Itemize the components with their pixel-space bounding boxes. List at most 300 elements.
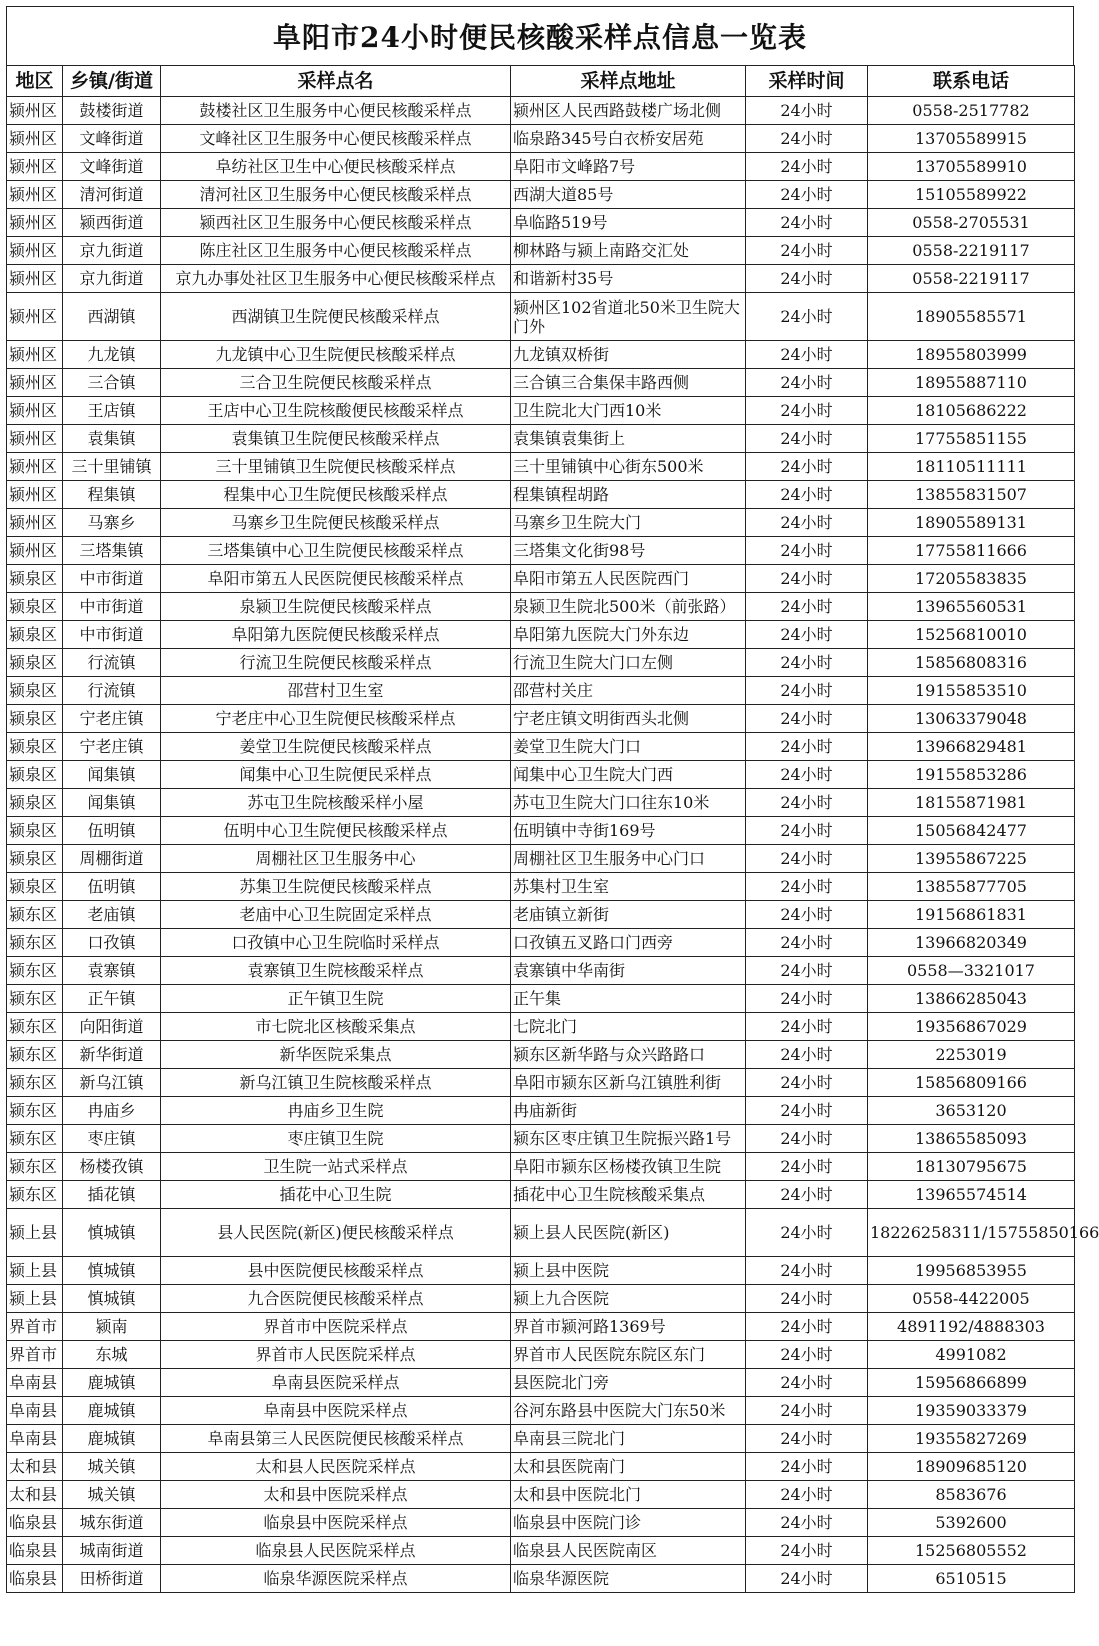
cell-site-name: 马寨乡卫生院便民核酸采样点	[161, 509, 511, 537]
cell-phone: 3653120	[868, 1097, 1075, 1125]
cell-phone: 18110511111	[868, 453, 1075, 481]
cell-address: 苏屯卫生院大门口往东10米	[511, 789, 746, 817]
cell-region: 颍泉区	[7, 873, 63, 901]
cell-address: 谷河东路县中医院大门东50米	[511, 1397, 746, 1425]
table-row	[7, 341, 1075, 369]
cell-time: 24小时	[746, 97, 868, 125]
cell-site-name: 新乌江镇卫生院核酸采样点	[161, 1069, 511, 1097]
cell-region: 太和县	[7, 1453, 63, 1481]
cell-time: 24小时	[746, 761, 868, 789]
cell-town: 老庙镇	[63, 901, 161, 929]
cell-address: 袁集镇袁集街上	[511, 425, 746, 453]
cell-region: 临泉县	[7, 1565, 63, 1593]
cell-site-name: 泉颍卫生院便民核酸采样点	[161, 593, 511, 621]
header-time: 采样时间	[746, 66, 868, 97]
cell-region: 颍泉区	[7, 789, 63, 817]
cell-region: 颍东区	[7, 985, 63, 1013]
cell-phone: 0558-2705531	[868, 209, 1075, 237]
table-row	[7, 125, 1075, 153]
cell-time: 24小时	[746, 1565, 868, 1593]
cell-address: 太和县中医院北门	[511, 1481, 746, 1509]
cell-address: 阜临路519号	[511, 209, 746, 237]
table-row	[7, 237, 1075, 265]
table-row	[7, 985, 1075, 1013]
cell-address: 泉颍卫生院北500米（前张路）	[511, 593, 746, 621]
table-row	[7, 1097, 1075, 1125]
cell-time: 24小时	[746, 341, 868, 369]
cell-time: 24小时	[746, 593, 868, 621]
cell-phone: 13966820349	[868, 929, 1075, 957]
cell-phone: 19956853955	[868, 1257, 1075, 1285]
cell-site-name: 阜阳第九医院便民核酸采样点	[161, 621, 511, 649]
cell-site-name: 宁老庄中心卫生院便民核酸采样点	[161, 705, 511, 733]
cell-phone: 13855831507	[868, 481, 1075, 509]
cell-address: 口孜镇五叉路口门西旁	[511, 929, 746, 957]
table-row	[7, 453, 1075, 481]
table-row	[7, 705, 1075, 733]
cell-site-name: 王店中心卫生院核酸便民核酸采样点	[161, 397, 511, 425]
cell-region: 颍泉区	[7, 817, 63, 845]
cell-phone: 2253019	[868, 1041, 1075, 1069]
cell-region: 颍上县	[7, 1285, 63, 1313]
cell-address: 颍州区人民西路鼓楼广场北侧	[511, 97, 746, 125]
cell-phone: 8583676	[868, 1481, 1075, 1509]
cell-site-name: 临泉县人民医院采样点	[161, 1537, 511, 1565]
cell-phone: 18155871981	[868, 789, 1075, 817]
table-row	[7, 817, 1075, 845]
cell-site-name: 三塔集镇中心卫生院便民核酸采样点	[161, 537, 511, 565]
cell-site-name: 临泉县中医院采样点	[161, 1509, 511, 1537]
cell-site-name: 太和县人民医院采样点	[161, 1453, 511, 1481]
cell-region: 颍东区	[7, 1181, 63, 1209]
cell-time: 24小时	[746, 1181, 868, 1209]
cell-time: 24小时	[746, 1257, 868, 1285]
table-body	[7, 97, 1099, 1593]
cell-region: 颍州区	[7, 237, 63, 265]
cell-address: 阜阳市文峰路7号	[511, 153, 746, 181]
cell-time: 24小时	[746, 509, 868, 537]
table-row	[7, 1341, 1075, 1369]
cell-phone: 13866285043	[868, 985, 1075, 1013]
cell-site-name: 冉庙乡卫生院	[161, 1097, 511, 1125]
cell-region: 颍州区	[7, 369, 63, 397]
cell-site-name: 清河社区卫生服务中心便民核酸采样点	[161, 181, 511, 209]
cell-region: 临泉县	[7, 1509, 63, 1537]
cell-time: 24小时	[746, 929, 868, 957]
cell-site-name: 程集中心卫生院便民核酸采样点	[161, 481, 511, 509]
spreadsheet	[6, 6, 1099, 1593]
cell-address: 老庙镇立新街	[511, 901, 746, 929]
cell-region: 阜南县	[7, 1369, 63, 1397]
table-row	[7, 677, 1075, 705]
cell-region: 颍州区	[7, 265, 63, 293]
table-row	[7, 929, 1075, 957]
cell-region: 颍泉区	[7, 649, 63, 677]
cell-time: 24小时	[746, 237, 868, 265]
table-row	[7, 537, 1075, 565]
cell-address: 三十里铺镇中心街东500米	[511, 453, 746, 481]
header-region: 地区	[7, 66, 63, 97]
cell-region: 颍东区	[7, 1041, 63, 1069]
cell-town: 城关镇	[63, 1453, 161, 1481]
cell-address: 县医院北门旁	[511, 1369, 746, 1397]
table-row	[7, 1453, 1075, 1481]
cell-site-name: 县中医院便民核酸采样点	[161, 1257, 511, 1285]
cell-phone: 17755851155	[868, 425, 1075, 453]
table-row	[7, 1397, 1075, 1425]
cell-town: 慎城镇	[63, 1285, 161, 1313]
cell-phone: 13965574514	[868, 1181, 1075, 1209]
cell-town: 闻集镇	[63, 761, 161, 789]
cell-address: 界首市人民医院东院区东门	[511, 1341, 746, 1369]
cell-address: 九龙镇双桥街	[511, 341, 746, 369]
cell-site-name: 县人民医院(新区)便民核酸采样点	[161, 1209, 511, 1257]
cell-phone: 0558—3321017	[868, 957, 1075, 985]
cell-time: 24小时	[746, 1069, 868, 1097]
cell-site-name: 九合医院便民核酸采样点	[161, 1285, 511, 1313]
cell-phone: 15256810010	[868, 621, 1075, 649]
cell-town: 王店镇	[63, 397, 161, 425]
table-row	[7, 1481, 1075, 1509]
cell-site-name: 袁寨镇卫生院核酸采样点	[161, 957, 511, 985]
cell-phone: 5392600	[868, 1509, 1075, 1537]
cell-phone: 19355827269	[868, 1425, 1075, 1453]
cell-town: 田桥街道	[63, 1565, 161, 1593]
table-row	[7, 1153, 1075, 1181]
cell-address: 七院北门	[511, 1013, 746, 1041]
cell-town: 京九街道	[63, 237, 161, 265]
cell-site-name: 阜阳市第五人民医院便民核酸采样点	[161, 565, 511, 593]
cell-region: 颍州区	[7, 509, 63, 537]
cell-town: 行流镇	[63, 649, 161, 677]
cell-phone: 6510515	[868, 1565, 1075, 1593]
cell-site-name: 周棚社区卫生服务中心	[161, 845, 511, 873]
cell-region: 颍泉区	[7, 761, 63, 789]
table-row	[7, 621, 1075, 649]
cell-site-name: 鼓楼社区卫生服务中心便民核酸采样点	[161, 97, 511, 125]
header-row	[7, 66, 1075, 97]
cell-region: 颍上县	[7, 1257, 63, 1285]
cell-phone: 0558-2219117	[868, 237, 1075, 265]
cell-address: 三合镇三合集保丰路西侧	[511, 369, 746, 397]
cell-time: 24小时	[746, 1097, 868, 1125]
cell-town: 伍明镇	[63, 817, 161, 845]
cell-town: 马寨乡	[63, 509, 161, 537]
cell-site-name: 行流卫生院便民核酸采样点	[161, 649, 511, 677]
cell-time: 24小时	[746, 1537, 868, 1565]
cell-region: 颍泉区	[7, 733, 63, 761]
cell-address: 行流卫生院大门口左侧	[511, 649, 746, 677]
cell-town: 闻集镇	[63, 789, 161, 817]
cell-region: 颍泉区	[7, 677, 63, 705]
cell-phone: 18909685120	[868, 1453, 1075, 1481]
cell-region: 颍州区	[7, 125, 63, 153]
cell-time: 24小时	[746, 873, 868, 901]
cell-region: 颍泉区	[7, 621, 63, 649]
cell-time: 24小时	[746, 901, 868, 929]
cell-region: 颍州区	[7, 209, 63, 237]
cell-site-name: 临泉华源医院采样点	[161, 1565, 511, 1593]
cell-time: 24小时	[746, 1481, 868, 1509]
table-row	[7, 649, 1075, 677]
cell-town: 鹿城镇	[63, 1425, 161, 1453]
cell-town: 三十里铺镇	[63, 453, 161, 481]
cell-time: 24小时	[746, 985, 868, 1013]
cell-town: 枣庄镇	[63, 1125, 161, 1153]
header-address: 采样点地址	[511, 66, 746, 97]
cell-time: 24小时	[746, 181, 868, 209]
cell-town: 中市街道	[63, 621, 161, 649]
table-row	[7, 293, 1075, 341]
cell-phone: 13855877705	[868, 873, 1075, 901]
header-town: 乡镇/街道	[63, 66, 161, 97]
table-row	[7, 265, 1075, 293]
cell-address: 柳林路与颍上南路交汇处	[511, 237, 746, 265]
cell-site-name: 颍西社区卫生服务中心便民核酸采样点	[161, 209, 511, 237]
cell-region: 临泉县	[7, 1537, 63, 1565]
cell-town: 文峰街道	[63, 125, 161, 153]
cell-time: 24小时	[746, 369, 868, 397]
cell-time: 24小时	[746, 649, 868, 677]
cell-region: 界首市	[7, 1341, 63, 1369]
cell-address: 阜阳第九医院大门外东边	[511, 621, 746, 649]
cell-address: 阜阳市颍东区杨楼孜镇卫生院	[511, 1153, 746, 1181]
cell-town: 中市街道	[63, 565, 161, 593]
cell-time: 24小时	[746, 733, 868, 761]
cell-region: 阜南县	[7, 1397, 63, 1425]
cell-region: 颍州区	[7, 481, 63, 509]
cell-town: 宁老庄镇	[63, 705, 161, 733]
cell-phone: 13865585093	[868, 1125, 1075, 1153]
table-row	[7, 1537, 1075, 1565]
page-title: 阜阳市24小时便民核酸采样点信息一览表	[6, 6, 1074, 65]
table-row	[7, 845, 1075, 873]
cell-site-name: 老庙中心卫生院固定采样点	[161, 901, 511, 929]
table-row	[7, 1013, 1075, 1041]
cell-region: 颍州区	[7, 153, 63, 181]
table-row	[7, 209, 1075, 237]
cell-address: 冉庙新街	[511, 1097, 746, 1125]
cell-site-name: 市七院北区核酸采集点	[161, 1013, 511, 1041]
cell-time: 24小时	[746, 481, 868, 509]
cell-phone: 13063379048	[868, 705, 1075, 733]
cell-site-name: 三十里铺镇卫生院便民核酸采样点	[161, 453, 511, 481]
cell-address: 伍明镇中寺街169号	[511, 817, 746, 845]
table-row	[7, 873, 1075, 901]
cell-phone: 15856809166	[868, 1069, 1075, 1097]
cell-phone: 4991082	[868, 1341, 1075, 1369]
cell-town: 城关镇	[63, 1481, 161, 1509]
cell-phone: 19155853510	[868, 677, 1075, 705]
cell-town: 清河街道	[63, 181, 161, 209]
cell-phone: 19356867029	[868, 1013, 1075, 1041]
cell-time: 24小时	[746, 153, 868, 181]
cell-time: 24小时	[746, 817, 868, 845]
cell-address: 和谐新村35号	[511, 265, 746, 293]
header-site-name: 采样点名	[161, 66, 511, 97]
cell-address: 颍上县中医院	[511, 1257, 746, 1285]
cell-address: 宁老庄镇文明街西头北侧	[511, 705, 746, 733]
cell-time: 24小时	[746, 453, 868, 481]
cell-site-name: 袁集镇卫生院便民核酸采样点	[161, 425, 511, 453]
cell-time: 24小时	[746, 209, 868, 237]
table-row	[7, 153, 1075, 181]
cell-region: 颍州区	[7, 293, 63, 341]
cell-site-name: 阜南县中医院采样点	[161, 1397, 511, 1425]
cell-phone: 0558-2219117	[868, 265, 1075, 293]
cell-region: 颍泉区	[7, 565, 63, 593]
cell-region: 颍州区	[7, 341, 63, 369]
cell-site-name: 苏集卫生院便民核酸采样点	[161, 873, 511, 901]
cell-site-name: 陈庄社区卫生服务中心便民核酸采样点	[161, 237, 511, 265]
table-row	[7, 397, 1075, 425]
cell-town: 九龙镇	[63, 341, 161, 369]
cell-town: 京九街道	[63, 265, 161, 293]
cell-site-name: 太和县中医院采样点	[161, 1481, 511, 1509]
table-row	[7, 1425, 1075, 1453]
cell-address: 阜阳市颍东区新乌江镇胜利街	[511, 1069, 746, 1097]
table-row	[7, 1369, 1075, 1397]
cell-address: 姜堂卫生院大门口	[511, 733, 746, 761]
cell-region: 颍东区	[7, 1069, 63, 1097]
cell-time: 24小时	[746, 1341, 868, 1369]
cell-site-name: 界首市中医院采样点	[161, 1313, 511, 1341]
cell-town: 中市街道	[63, 593, 161, 621]
cell-region: 颍州区	[7, 397, 63, 425]
cell-site-name: 伍明中心卫生院便民核酸采样点	[161, 817, 511, 845]
cell-site-name: 阜南县医院采样点	[161, 1369, 511, 1397]
cell-town: 插花镇	[63, 1181, 161, 1209]
cell-town: 新乌江镇	[63, 1069, 161, 1097]
cell-address: 界首市颍河路1369号	[511, 1313, 746, 1341]
cell-phone: 19359033379	[868, 1397, 1075, 1425]
cell-site-name: 枣庄镇卫生院	[161, 1125, 511, 1153]
cell-region: 阜南县	[7, 1425, 63, 1453]
cell-town: 西湖镇	[63, 293, 161, 341]
cell-region: 颍东区	[7, 1013, 63, 1041]
cell-town: 颍南	[63, 1313, 161, 1341]
cell-site-name: 卫生院一站式采样点	[161, 1153, 511, 1181]
cell-phone: 0558-2517782	[868, 97, 1075, 125]
table-row	[7, 1285, 1075, 1313]
table-row	[7, 733, 1075, 761]
cell-time: 24小时	[746, 1153, 868, 1181]
cell-address: 颍州区102省道北50米卫生院大门外	[511, 293, 746, 341]
cell-region: 颍东区	[7, 929, 63, 957]
cell-site-name: 三合卫生院便民核酸采样点	[161, 369, 511, 397]
cell-site-name: 界首市人民医院采样点	[161, 1341, 511, 1369]
cell-region: 太和县	[7, 1481, 63, 1509]
cell-time: 24小时	[746, 397, 868, 425]
table-row	[7, 957, 1075, 985]
cell-site-name: 闻集中心卫生院便民采样点	[161, 761, 511, 789]
table-row	[7, 481, 1075, 509]
cell-town: 程集镇	[63, 481, 161, 509]
table-row	[7, 1041, 1075, 1069]
cell-time: 24小时	[746, 1369, 868, 1397]
cell-town: 杨楼孜镇	[63, 1153, 161, 1181]
cell-town: 城南街道	[63, 1537, 161, 1565]
cell-site-name: 邵营村卫生室	[161, 677, 511, 705]
cell-address: 西湖大道85号	[511, 181, 746, 209]
cell-address: 三塔集文化街98号	[511, 537, 746, 565]
cell-site-name: 口孜镇中心卫生院临时采样点	[161, 929, 511, 957]
cell-time: 24小时	[746, 565, 868, 593]
cell-phone: 0558-4422005	[868, 1285, 1075, 1313]
cell-phone: 13965560531	[868, 593, 1075, 621]
cell-phone: 15856808316	[868, 649, 1075, 677]
cell-time: 24小时	[746, 1209, 868, 1257]
cell-time: 24小时	[746, 1041, 868, 1069]
cell-region: 颍州区	[7, 537, 63, 565]
cell-phone: 18226258311/15755850166	[868, 1209, 1075, 1257]
cell-site-name: 西湖镇卫生院便民核酸采样点	[161, 293, 511, 341]
table-row	[7, 1125, 1075, 1153]
cell-phone: 15956866899	[868, 1369, 1075, 1397]
table-row	[7, 1565, 1075, 1593]
table-row	[7, 761, 1075, 789]
cell-region: 颍东区	[7, 1153, 63, 1181]
header-phone: 联系电话	[868, 66, 1075, 97]
cell-address: 卫生院北大门西10米	[511, 397, 746, 425]
cell-site-name: 新华医院采集点	[161, 1041, 511, 1069]
cell-town: 口孜镇	[63, 929, 161, 957]
table-row	[7, 1257, 1075, 1285]
cell-region: 颍州区	[7, 453, 63, 481]
cell-town: 鼓楼街道	[63, 97, 161, 125]
cell-time: 24小时	[746, 1397, 868, 1425]
cell-region: 颍东区	[7, 1097, 63, 1125]
cell-town: 慎城镇	[63, 1209, 161, 1257]
cell-time: 24小时	[746, 1425, 868, 1453]
cell-address: 阜阳市第五人民医院西门	[511, 565, 746, 593]
cell-town: 鹿城镇	[63, 1397, 161, 1425]
cell-address: 临泉路345号白衣桥安居苑	[511, 125, 746, 153]
cell-region: 颍州区	[7, 97, 63, 125]
cell-address: 临泉县人民医院南区	[511, 1537, 746, 1565]
cell-site-name: 正午镇卫生院	[161, 985, 511, 1013]
cell-address: 临泉华源医院	[511, 1565, 746, 1593]
cell-site-name: 插花中心卫生院	[161, 1181, 511, 1209]
cell-address: 阜南县三院北门	[511, 1425, 746, 1453]
cell-address: 颍上九合医院	[511, 1285, 746, 1313]
cell-time: 24小时	[746, 1285, 868, 1313]
cell-town: 鹿城镇	[63, 1369, 161, 1397]
cell-town: 袁寨镇	[63, 957, 161, 985]
cell-time: 24小时	[746, 537, 868, 565]
cell-time: 24小时	[746, 789, 868, 817]
cell-address: 太和县医院南门	[511, 1453, 746, 1481]
cell-site-name: 九龙镇中心卫生院便民核酸采样点	[161, 341, 511, 369]
cell-address: 临泉县中医院门诊	[511, 1509, 746, 1537]
cell-address: 颍东区枣庄镇卫生院振兴路1号	[511, 1125, 746, 1153]
cell-time: 24小时	[746, 621, 868, 649]
cell-time: 24小时	[746, 1313, 868, 1341]
cell-time: 24小时	[746, 265, 868, 293]
cell-site-name: 文峰社区卫生服务中心便民核酸采样点	[161, 125, 511, 153]
cell-address: 周棚社区卫生服务中心门口	[511, 845, 746, 873]
cell-phone: 19155853286	[868, 761, 1075, 789]
cell-time: 24小时	[746, 705, 868, 733]
table-row	[7, 1509, 1075, 1537]
cell-region: 颍东区	[7, 957, 63, 985]
cell-address: 程集镇程胡路	[511, 481, 746, 509]
cell-town: 正午镇	[63, 985, 161, 1013]
cell-phone: 18905589131	[868, 509, 1075, 537]
cell-site-name: 阜南县第三人民医院便民核酸采样点	[161, 1425, 511, 1453]
cell-phone: 18955803999	[868, 341, 1075, 369]
table-row	[7, 509, 1075, 537]
